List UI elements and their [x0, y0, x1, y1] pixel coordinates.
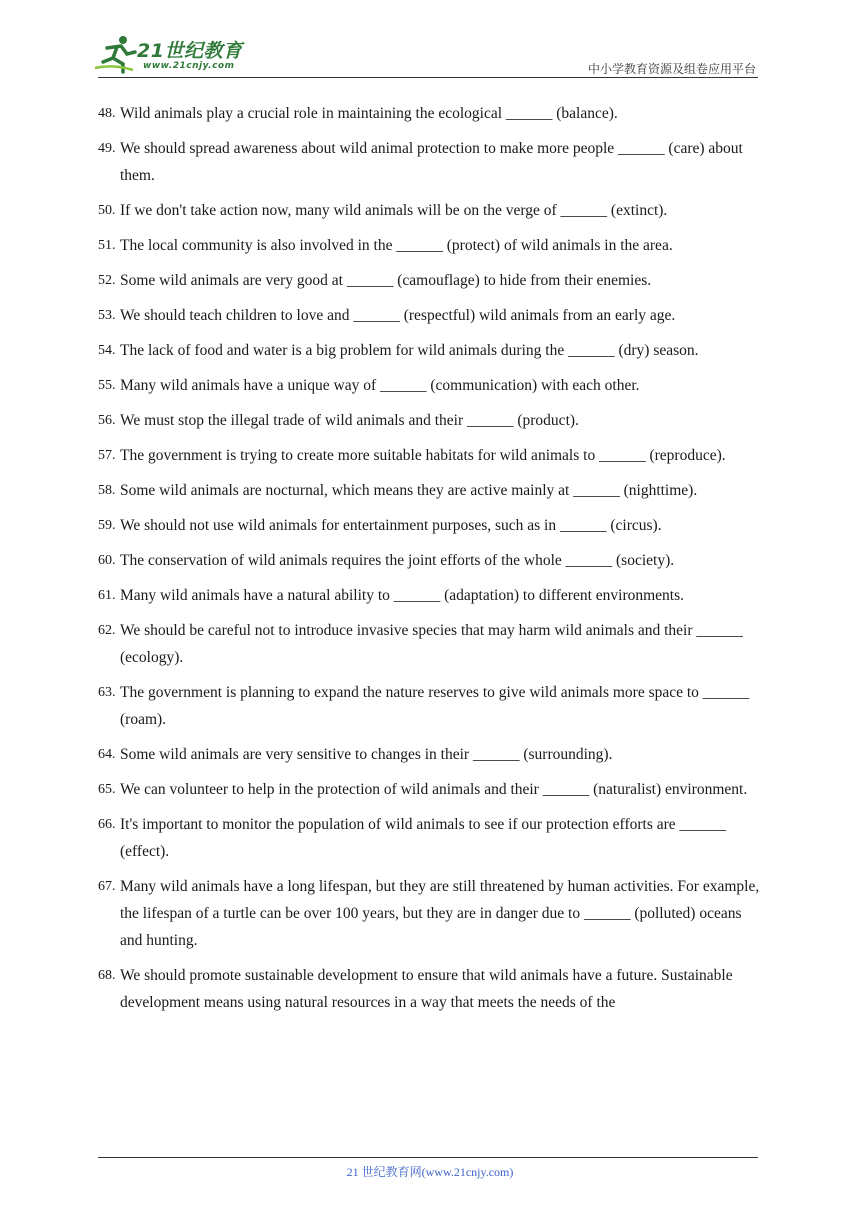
question-text: We should teach children to love and ______ (respectful) wild animals from an early age. — [120, 307, 676, 324]
question-67 — [98, 873, 763, 954]
question-60 — [98, 547, 763, 574]
header-platform-title: 中小学教育资源及组卷应用平台 — [587, 62, 756, 76]
question-text: Many wild animals have a natural ability to ______ (adaptation) to different environments. — [120, 587, 685, 604]
question-57 — [98, 442, 763, 469]
question-61 — [98, 582, 763, 609]
question-54 — [98, 337, 763, 364]
question-number: 63. — [98, 685, 116, 700]
question-text: Wild animals play a crucial role in maintaining the ecological ______ (balance). — [120, 105, 618, 122]
question-list — [98, 100, 763, 1024]
question-55 — [98, 372, 763, 399]
question-65 — [98, 776, 763, 803]
question-number: 60. — [98, 553, 116, 568]
question-58 — [98, 477, 763, 504]
question-number: 52. — [98, 273, 116, 288]
question-text: Some wild animals are nocturnal, which means they are active mainly at ______ (nighttime). — [120, 482, 698, 499]
question-number: 55. — [98, 378, 116, 393]
question-number: 64. — [98, 747, 116, 762]
question-number: 61. — [98, 588, 116, 603]
question-64 — [98, 741, 763, 768]
question-number: 67. — [98, 879, 116, 894]
question-number: 68. — [98, 968, 116, 983]
question-51 — [98, 232, 763, 259]
footer-divider — [98, 1157, 758, 1158]
question-number: 48. — [98, 106, 116, 121]
question-text: We should be careful not to introduce invasive species that may harm wild animals and their ______ (ecology). — [120, 622, 743, 666]
question-text: We should not use wild animals for entertainment purposes, such as in ______ (circus). — [120, 517, 662, 534]
question-62 — [98, 617, 763, 671]
question-number: 59. — [98, 518, 116, 533]
question-59 — [98, 512, 763, 539]
question-text: The lack of food and water is a big problem for wild animals during the ______ (dry) season. — [120, 342, 699, 359]
question-53 — [98, 302, 763, 329]
question-text: Many wild animals have a unique way of ______ (communication) with each other. — [120, 377, 640, 394]
header-divider — [98, 77, 758, 78]
question-68 — [98, 962, 763, 1016]
question-text: If we don't take action now, many wild animals will be on the verge of ______ (extinct). — [120, 202, 668, 219]
question-text: The local community is also involved in the ______ (protect) of wild animals in the area. — [120, 237, 673, 254]
question-text: We should promote sustainable development to ensure that wild animals have a future. Sustainable development means using natural resources in a way that meets the needs of the — [120, 967, 733, 1011]
question-48 — [98, 100, 763, 127]
site-logo[interactable] — [93, 34, 263, 78]
question-63 — [98, 679, 763, 733]
footer-link[interactable]: 21 世纪教育网(www.21cnjy.com) — [346, 1165, 514, 1179]
question-number: 57. — [98, 448, 116, 463]
question-number: 56. — [98, 413, 116, 428]
runner-logo-icon — [93, 34, 137, 74]
question-50 — [98, 197, 763, 224]
question-number: 66. — [98, 817, 116, 832]
question-number: 58. — [98, 483, 116, 498]
question-number: 53. — [98, 308, 116, 323]
page-header — [0, 0, 860, 80]
question-text: Some wild animals are very good at ______ (camouflage) to hide from their enemies. — [120, 272, 652, 289]
question-text: Many wild animals have a long lifespan, but they are still threatened by human activities. For example, the lifespan of a turtle can be over 100 years, but they are in danger due to ______ (polluted) oceans and hunting. — [120, 878, 760, 949]
question-text: The government is trying to create more suitable habitats for wild animals to ______ (reproduce). — [120, 447, 726, 464]
question-text: The government is planning to expand the nature reserves to give wild animals more space to ______ (roam). — [120, 684, 750, 728]
question-number: 54. — [98, 343, 116, 358]
question-number: 62. — [98, 623, 116, 638]
question-text: We should spread awareness about wild animal protection to make more people ______ (care) about them. — [120, 140, 743, 184]
question-52 — [98, 267, 763, 294]
question-66 — [98, 811, 763, 865]
question-56 — [98, 407, 763, 434]
question-49 — [98, 135, 763, 189]
question-number: 50. — [98, 203, 116, 218]
question-text: We must stop the illegal trade of wild animals and their ______ (product). — [120, 412, 579, 429]
question-text: The conservation of wild animals requires the joint efforts of the whole ______ (society). — [120, 552, 675, 569]
question-number: 51. — [98, 238, 116, 253]
logo-text: 21世纪教育 — [137, 40, 243, 62]
question-number: 49. — [98, 141, 116, 156]
question-text: Some wild animals are very sensitive to changes in their ______ (surrounding). — [120, 746, 613, 763]
question-text: We can volunteer to help in the protection of wild animals and their ______ (naturalist) environment. — [120, 781, 748, 798]
question-number: 65. — [98, 782, 116, 797]
question-text: It's important to monitor the population of wild animals to see if our protection efforts are ______ (effect). — [120, 816, 727, 860]
logo-url: www.21cnjy.com — [143, 61, 235, 71]
